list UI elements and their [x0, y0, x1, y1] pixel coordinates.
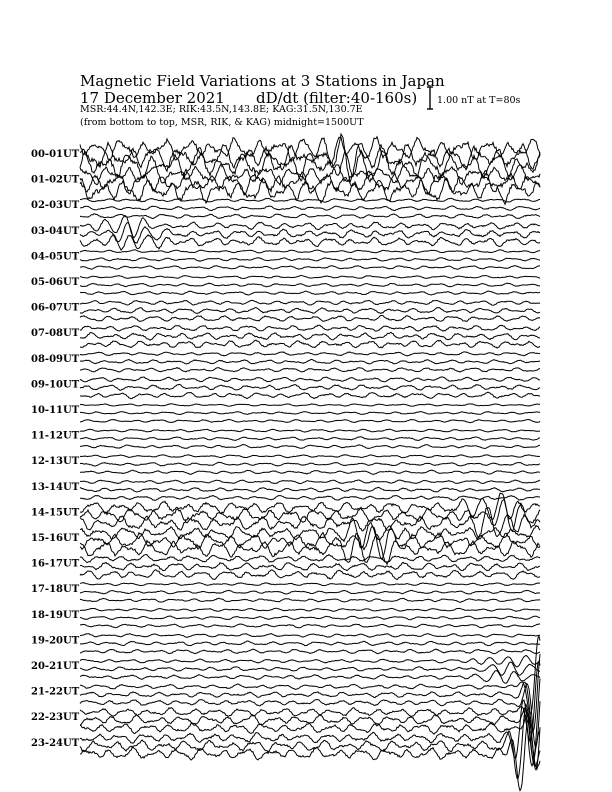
scale-bar [427, 87, 433, 109]
trace-kag [80, 137, 540, 163]
trace-kag [80, 198, 540, 202]
trace-msr [80, 266, 540, 270]
scale-bar-label: 1.00 nT at T=80s [437, 95, 521, 106]
trace-kag [80, 608, 540, 611]
trace-msr [80, 598, 540, 602]
hour-label: 04-05UT [31, 251, 80, 263]
trace-rik [80, 258, 540, 262]
hour-label: 05-06UT [31, 277, 80, 288]
hour-label: 19-20UT [31, 635, 80, 647]
trace-msr [80, 671, 540, 684]
trace-kag [80, 404, 540, 406]
trace-kag [80, 661, 540, 741]
trace-msr [80, 470, 540, 474]
hour-label: 09-10UT [31, 379, 80, 391]
chart-date: 17 December 2021 [80, 89, 225, 107]
trace-rik [80, 384, 540, 390]
trace-msr [80, 340, 540, 348]
station-order-note: (from bottom to top, MSR, RIK, & KAG) midnight=1500UT [80, 117, 364, 128]
hour-label: 06-07UT [31, 302, 80, 314]
trace-kag [80, 429, 540, 432]
trace-kag [80, 377, 540, 382]
hour-label: 21-22UT [31, 686, 80, 698]
trace-msr [80, 624, 540, 628]
trace-rik [80, 134, 540, 182]
hour-label: 20-21UT [31, 661, 80, 672]
trace-rik [80, 169, 540, 194]
hour-label: 07-08UT [31, 328, 80, 340]
trace-rik [80, 562, 540, 570]
trace-rik [80, 590, 540, 594]
chart-quantity: dD/dt (filter:40-160s) [256, 89, 418, 107]
trace-msr [80, 291, 540, 295]
hour-label: 17-18UT [31, 584, 80, 596]
trace-kag [80, 583, 540, 586]
trace-kag [80, 250, 540, 253]
trace-kag [80, 300, 540, 305]
trace-kag [80, 555, 540, 563]
hour-label: 13-14UT [31, 481, 80, 493]
hour-label: 14-15UT [31, 507, 80, 519]
hour-label: 01-02UT [31, 174, 80, 186]
hour-label: 00-01UT [31, 149, 80, 160]
chart-title: Magnetic Field Variations at 3 Stations in Japan [80, 72, 445, 90]
trace-msr [80, 496, 540, 501]
trace-msr [80, 392, 540, 399]
hour-label: 18-19UT [31, 609, 80, 621]
trace-rik [80, 283, 540, 287]
hour-label: 10-11UT [31, 405, 80, 416]
hour-label: 16-17UT [31, 558, 80, 570]
hour-label: 03-04UT [31, 225, 80, 237]
trace-rik [80, 487, 540, 492]
hour-label: 23-24UT [31, 737, 80, 749]
trace-rik [80, 641, 540, 646]
trace-rik [80, 412, 540, 415]
trace-rik [80, 437, 540, 441]
trace-rik [80, 499, 540, 531]
trace-rik [80, 654, 540, 731]
hour-label: 15-16UT [31, 533, 80, 544]
trace-msr [80, 316, 540, 322]
trace-kag [80, 352, 540, 356]
trace-kag [80, 216, 540, 238]
trace-msr [80, 649, 540, 654]
trace-msr [80, 214, 540, 219]
trace-rik [80, 662, 540, 675]
hour-label: 08-09UT [31, 353, 80, 365]
trace-kag [80, 634, 540, 638]
trace-rik [80, 332, 540, 340]
trace-msr [80, 570, 540, 580]
trace-rik [80, 462, 540, 466]
trace-rik [80, 206, 540, 211]
trace-kag [80, 656, 540, 667]
hour-label: 12-13UT [31, 456, 80, 468]
trace-rik [80, 359, 540, 364]
trace-rik [80, 308, 540, 314]
trace-rik [80, 616, 540, 620]
hour-label: 11-12UT [31, 430, 80, 442]
trace-kag [80, 275, 540, 278]
trace-rik [80, 705, 540, 779]
station-coordinates: MSR:44.4N,142.3E; RIK:43.5N,143.8E; KAG:31.5N,130.7E [80, 104, 363, 115]
trace-msr [80, 235, 540, 251]
trace-kag [80, 480, 540, 484]
trace-msr [80, 368, 540, 373]
hour-label: 02-03UT [31, 200, 80, 212]
hour-label: 22-23UT [31, 712, 80, 724]
trace-msr [80, 419, 540, 422]
trace-kag [80, 455, 540, 458]
trace-kag [80, 325, 540, 331]
trace-msr [80, 445, 540, 449]
